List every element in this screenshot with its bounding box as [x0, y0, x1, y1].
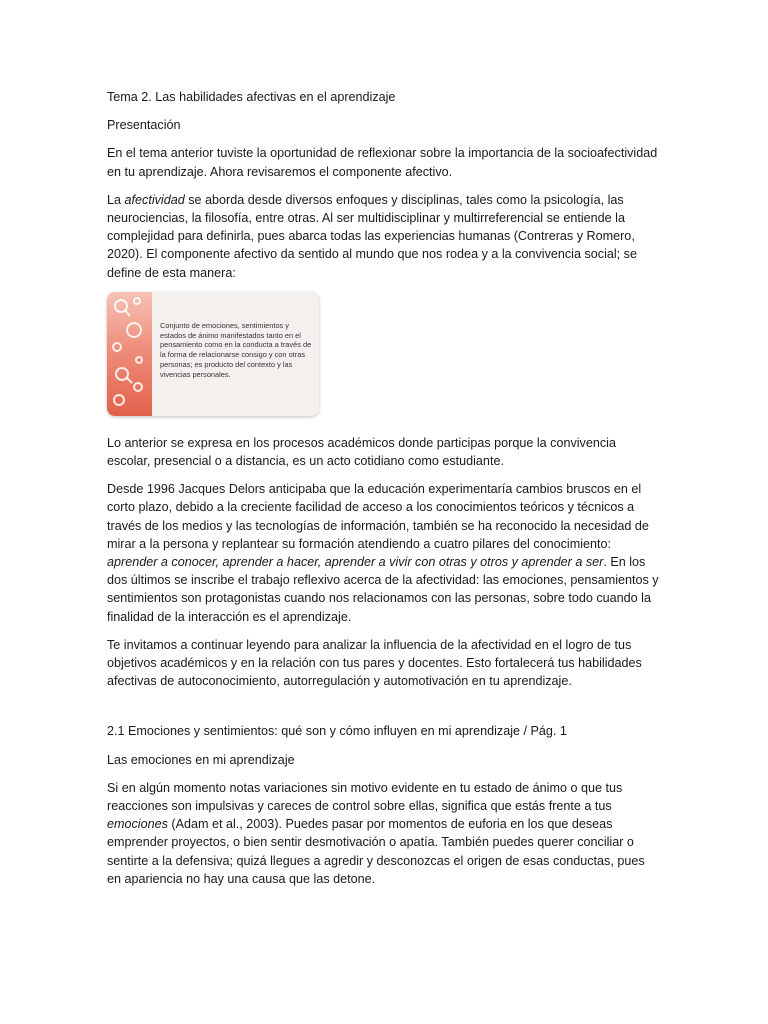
document-title: Tema 2. Las habilidades afectivas en el aprendizaje [107, 90, 396, 104]
section-heading: 2.1 Emociones y sentimientos: qué son y cómo influyen en mi aprendizaje / Pág. 1 [107, 724, 567, 739]
invite-paragraph: Te invitamos a continuar leyendo para analizar la influencia de la afectividad en el logro de tus objetivos académicos y en la relación con tus pares y docentes. Esto fortalecerá tus habilidades afectivas de autoconocimiento, autorregulación y automotivación en tu aprendizaje. [107, 637, 642, 689]
decorative-circles-icon [107, 292, 152, 416]
definition-card [107, 292, 319, 416]
definition-text: Conjunto de emociones, sentimientos y estados de ánimo manifestados tanto en el pensamiento como en la conducta a través de la forma de relacionarse consigo y con otras personas; es producto del contexto y las vivencias personales. [160, 320, 312, 379]
subheading: Las emociones en mi aprendizaje [107, 752, 295, 767]
presentation-heading: Presentación [107, 118, 181, 133]
spacer [107, 700, 659, 722]
affectivity-term: afectividad [124, 192, 185, 207]
emotions-paragraph: Si en algún momento notas variaciones sin motivo evidente en tu estado de ánimo o que tus reacciones son impulsivas y careces de control sobre ellas, significa que estás frente a tus emociones (Adam et al., 2003). Puedes pasar por momentos de euforia en los que deseas emprender proyectos, o bien sentir desmotivación o apatía. También puedes querer conciliar o sentirte a la defensiva; quizá llegues a agredir y desconozcas el origen de esas conductas, pues en apariencia no hay una causa que las detone. [107, 780, 645, 886]
pillars-text: aprender a conocer, aprender a hacer, aprender a vivir con otras y otros y aprender a ser [107, 555, 604, 570]
intro-paragraph: En el tema anterior tuviste la oportunidad de reflexionar sobre la importancia de la socioafectividad en tu aprendizaje. Ahora revisaremos el componente afectivo. [107, 146, 658, 179]
emotions-term: emociones [107, 817, 168, 832]
affectivity-paragraph: La afectividad se aborda desde diversos enfoques y disciplinas, tales como la psicología, las neurociencias, la filosofía, entre otras. Al ser multidisciplinar y multirreferencial se entiende la complejidad para definirla, pues abarca todas las experiencias humanas (Contreras y Romero, 2020). El componente afectivo da sentido al mundo que nos rodea y a la convivencia social; se define de esta manera: [107, 192, 637, 280]
document-page [107, 88, 659, 898]
delors-paragraph: Desde 1996 Jacques Delors anticipaba que la educación experimentaría cambios bruscos en el corto plazo, debido a la creciente facilidad de acceso a los conocimientos teóricos y técnicos a través de los medios y las tecnologías de información, también se ha reconocido la necesidad de mirar a la persona y replantear su formación atendiendo a cuatro pilares del conocimiento: aprender a conocer, aprender a hacer, aprender a vivir con otras y otros y aprender a ser. En los dos últimos se inscribe el trabajo reflexivo acerca de la afectividad: las emociones, pensamientos y sentimientos son protagonistas cuando nos relacionamos con las personas, sobre todo cuando la finalidad de la interacción es el aprendizaje. [107, 482, 659, 624]
decorative-band [107, 292, 152, 416]
academic-paragraph: Lo anterior se expresa en los procesos académicos donde participas porque la convivencia escolar, presencial o a distancia, es un acto cotidiano como estudiante. [107, 435, 616, 469]
